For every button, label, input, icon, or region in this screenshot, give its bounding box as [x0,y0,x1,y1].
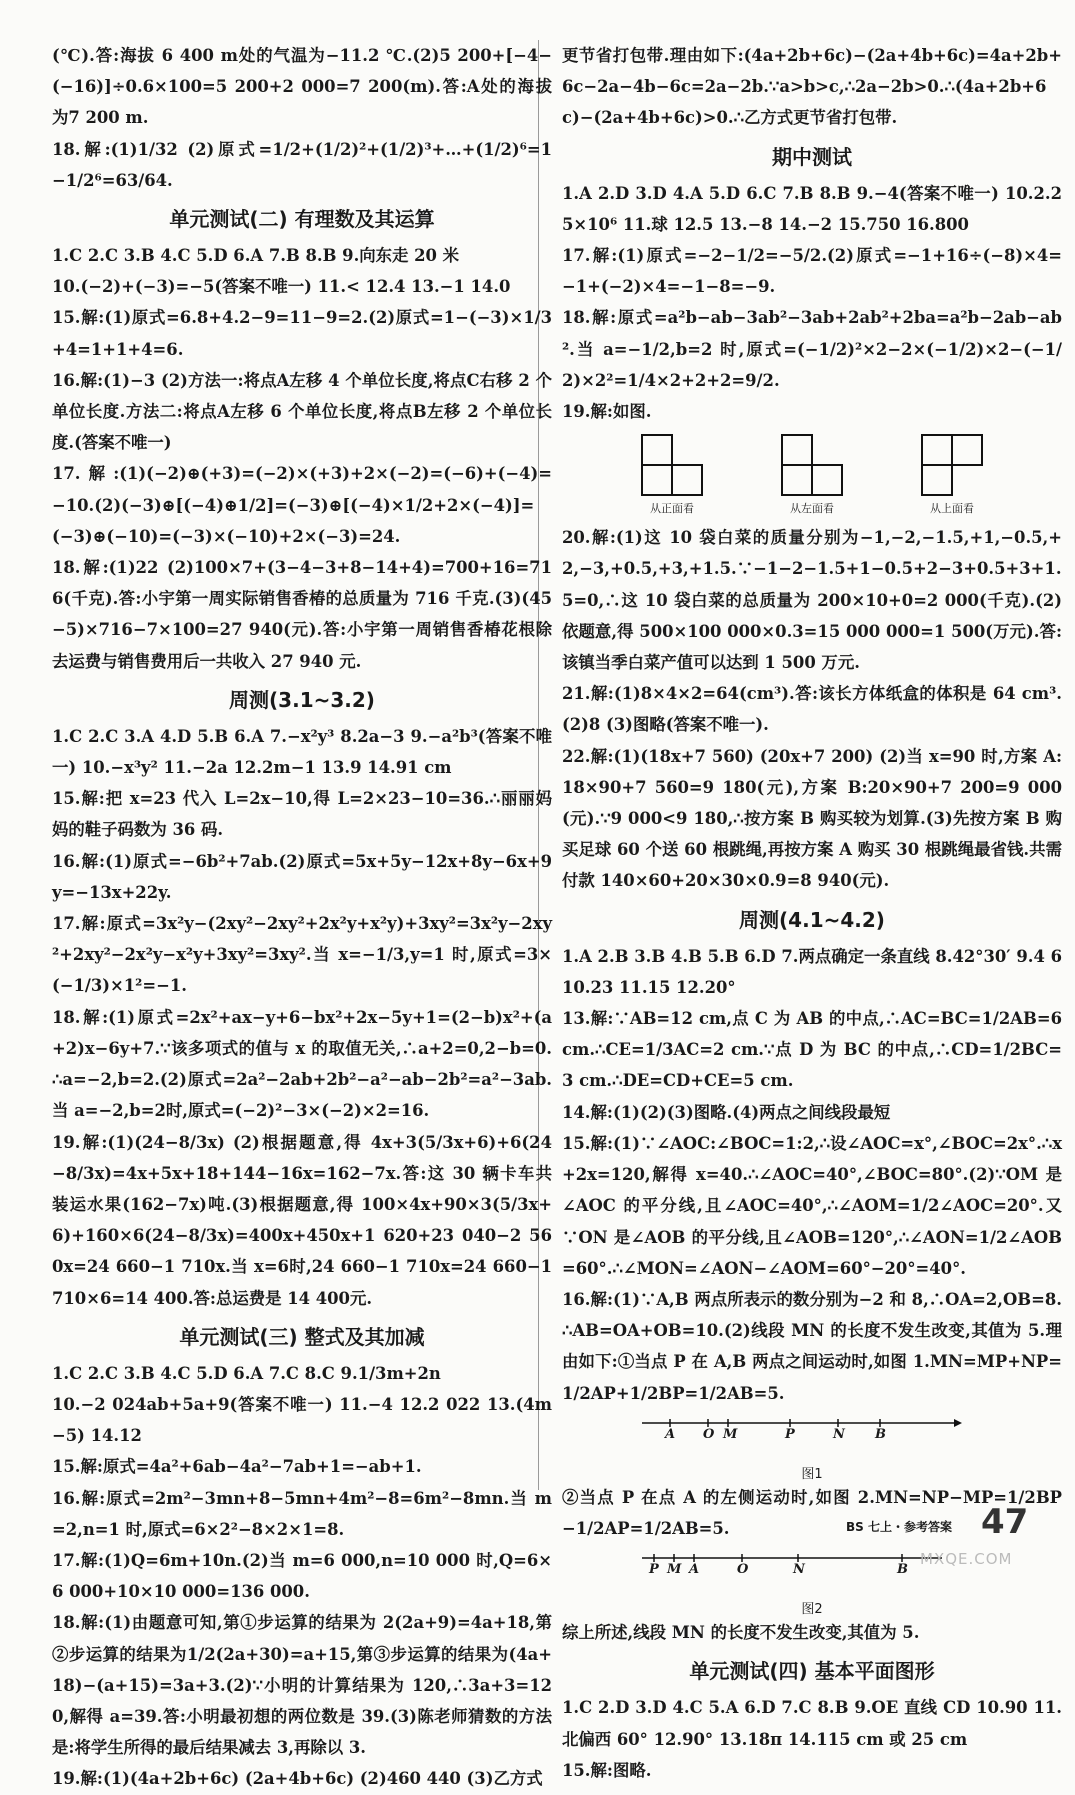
section-heading: 单元测试(三) 整式及其加减 [179,1324,425,1349]
point-label: P [649,1562,659,1578]
answer-paragraph: 18.解:(1)由题意可知,第①步运算的结果为 2(2a+9)=4a+18,第②步运算的结果为1/2(2a+30)=a+15,第③步运算的结果为(4a+18)−(a+15)=3a+3.(2)∵小明的计算结果为 120,∴3a+3=120,解得 a=39.答:小明最初想的两位数是 39.(3)陈老师猜数的方法是:将学生所得的最后结果减去 3,再除以 3. [52,1613,552,1758]
top-view-caption: 从上面看 [930,502,974,516]
answer-paragraph: 15.解:把 x=23 代入 L=2x−10,得 L=2×23−10=36.∴丽丽妈妈的鞋子码数为 36 码. [52,789,552,840]
arrow-icon [954,1419,962,1427]
answer-paragraph: 综上所述,线段 MN 的长度不发生改变,其值为 5. [562,1623,920,1643]
answer-paragraph: 19.解:(1)(24−8/3x) (2)根据题意,得 4x+3(5/3x+6)+6(24−8/3x)=4x+5x+18+144−16x=162−7x.答:这 30 辆卡车共装运水果(162−7x)吨.(3)根据题意,得 100×4x+90×3(5/3x+6)+160×6(24−8/3x)=400x+450x+1 620+23 040−2 560x=24 660−1 710x.当 x=6时,24 660−1 710x=24 660−1 710×6=14 400.答:总运费是 14 400元. [52,1132,552,1308]
point-label: A [665,1426,676,1442]
figure-2-caption: 图2 [801,1602,823,1618]
answer-paragraph: 18.解:原式=a²b−ab−3ab²−3ab+2ab²+2ba=a²b−2ab−ab².当 a=−1/2,b=2 时,原式=(−1/2)²×2−2×(−1/2)×2−(−1/2)×2²=1/4×2+2+2=9/2. [562,308,1062,390]
point-label: O [703,1426,715,1442]
top-view [920,433,984,516]
answer-paragraph: 20.解:(1)这 10 袋白菜的质量分别为−1,−2,−1.5,+1,−0.5,+2,−3,+0.5,+3,+1.5.∵−1−2−1.5+1−0.5+2−3+0.5+3+1.5=0,∴这 10 袋白菜的总质量为 200×10+0=2 000(千克).(2)依题意,得 500×100 000×0.3=15 000 000=1 500(万元).答:该镇当季白菜产值可以达到 1 500 万元. [562,528,1062,673]
footer-label: BS 七上・参考答案 [846,1520,952,1534]
answer-paragraph: 17.解:(1)Q=6m+10n.(2)当 m=6 000,n=10 000 时,Q=6×6 000+10×10 000=136 000. [52,1550,552,1602]
answer-paragraph: 15.解:(1)原式=6.8+4.2−9=11−9=2.(2)原式=1−(−3)×1/3+4=1+1+4=6. [52,308,552,359]
point-label: B [897,1562,908,1578]
answer-paragraph: 22.解:(1)(18x+7 560) (20x+7 200) (2)当 x=90 时,方案 A:18×90+7 560=9 180(元),方案 B:20×90+7 200=9 000(元).∵9 000<9 180,∴按方案 B 购买较为划算.(3)先按方案 B 购买足球 60 个送 60 根跳绳,再按方案 A 购买 30 根跳绳最省钱.共需付款 140×60+20×30×0.9=8 940(元). [562,746,1062,891]
answer-paragraph: 18.解:(1)1/32 (2)原式=1/2+(1/2)²+(1/2)³+…+(1/2)⁶=1−1/2⁶=63/64. [52,139,552,190]
point-label: N [793,1562,805,1578]
point-label: M [723,1426,738,1442]
answer-paragraph: 1.C 2.C 3.B 4.C 5.D 6.A 7.C 8.C 9.1/3m+2n [52,1363,441,1383]
answer-paragraph: 1.C 2.C 3.B 4.C 5.D 6.A 7.B 8.B 9.向东走 20 米 [52,246,460,266]
answer-paragraph: 16.解:原式=2m²−3mn+8−5mn+4m²−8=6m²−8mn.当 m=2,n=1 时,原式=6×2²−8×2×1=8. [52,1488,552,1539]
left-view-caption: 从左面看 [790,502,834,516]
point-label: A [689,1562,700,1578]
answer-paragraph: 更节省打包带.理由如下:(4a+2b+6c)−(2a+4b+6c)=4a+2b+6c−2a−4b−6c=2a−2b.∵a>b>c,∴2a−2b>0.∴(4a+2b+6c)−(2a+4b+6c)>0.∴乙方式更节省打包带. [562,46,1062,128]
answer-paragraph: 19.解:如图. [562,402,652,422]
section-heading: 单元测试(二) 有理数及其运算 [169,207,435,232]
answer-paragraph: 15.解:(1)∵∠AOC:∠BOC=1:2,∴设∠AOC=x°,∠BOC=2x°.∴x+2x=120,解得 x=40.∴∠AOC=40°,∠BOC=80°.(2)∵OM 是∠AOC 的平分线,且∠AOC=40°,∴∠AOM=1/2∠AOC=20°.又∵ON 是∠AOB 的平分线,且∠AOB=120°,∴∠AON=1/2∠AOB=60°.∴∠MON=∠AON−∠AOM=60°−20°=40°. [562,1133,1062,1278]
left-view-drawing [780,433,844,497]
answer-paragraph: 15.解:原式=4a²+6ab−4a²−7ab+1=−ab+1. [52,1457,422,1477]
point-label: N [833,1426,845,1442]
answer-paragraph: 17.解:原式=3x²y−(2xy²−2xy²+2x²y+x²y)+3xy²=3x²y−2xy²+2xy²−2x²y−x²y+3xy²=3xy².当 x=−1/3,y=1 时,原式=3×(−1/3)×1²=−1. [52,914,552,996]
figure-1-caption: 图1 [801,1466,823,1482]
answer-paragraph: 18.解:(1)原式=2x²+ax−y+6−bx²+2x−5y+1=(2−b)x²+(a+2)x−6y+7.∵该多项式的值与 x 的取值无关,∴a+2=0,2−b=0.∴a=−2,b=2.(2)原式=2a²−2ab+2b²−a²−ab−2b²=a²−3ab.当 a=−2,b=2时,原式=(−2)²−3×(−2)×2=16. [52,1007,552,1121]
answer-paragraph: 17.解:(1)原式=−2−1/2=−5/2.(2)原式=−1+16÷(−8)×4=−1+(−2)×4=−1−8=−9. [562,246,1062,297]
answer-paragraph: 10.−2 024ab+5a+9(答案不唯一) 11.−4 12.2 022 13.(4m−5) 14.12 [52,1394,552,1446]
answer-paragraph: 1.A 2.D 3.D 4.A 5.D 6.C 7.B 8.B 9.−4(答案不唯一) 10.2.25×10⁶ 11.球 12.5 13.−8 14.−2 15.750 16.800 [562,183,1062,234]
answer-paragraph: 13.解:∵AB=12 cm,点 C 为 AB 的中点,∴AC=BC=1/2AB=6 cm.∴CE=1/3AC=2 cm.∵点 D 为 BC 的中点,∴CD=1/2BC=3 cm.∴DE=CD+CE=5 cm. [562,1009,1062,1091]
page-number: 47 [981,1502,1029,1542]
answer-paragraph: (℃).答:海拔 6 400 m处的气温为−11.2 ℃.(2)5 200+[−4−(−16)]÷0.6×100=5 200+2 000=7 200(m).答:A处的海拔为7 200 m. [52,46,552,128]
answer-paragraph: 16.解:(1)−3 (2)方法一:将点A左移 4 个单位长度,将点C右移 2 个单位长度.方法二:将点A左移 6 个单位长度,将点B左移 2 个单位长度.(答案不唯一) [52,370,552,453]
answer-paragraph: 21.解:(1)8×4×2=64(cm³).答:该长方体纸盒的体积是 64 cm³.(2)8 (3)图略(答案不唯一). [562,684,1062,735]
section-heading: 周测(3.1~3.2) [229,687,375,712]
front-view-drawing [640,433,704,497]
answer-paragraph: 1.A 2.B 3.B 4.B 5.B 6.D 7.两点确定一条直线 8.42°30′ 9.4 6 10.23 11.15 12.20° [562,946,1062,997]
left-view [780,433,844,516]
three-view-figure [562,433,1062,516]
answer-paragraph: ②当点 P 在点 A 的左侧运动时,如图 2.MN=NP−MP=1/2BP−1/2AP=1/2AB=5. [562,1487,1062,1538]
point-label: M [667,1562,682,1578]
point-label: B [875,1426,886,1442]
section-heading: 期中测试 [772,144,852,169]
point-label: O [737,1562,749,1578]
answer-paragraph: 1.C 2.D 3.D 4.C 5.A 6.D 7.C 8.B 9.OE 直线 CD 10.90 11.北偏西 60° 12.90° 13.18π 14.115 cm 或 25 cm [562,1698,1062,1749]
answer-paragraph: 1.C 2.C 3.A 4.D 5.B 6.A 7.−x²y³ 8.2a−3 9.−a²b³(答案不唯一) 10.−x³y² 11.−2a 12.2m−1 13.9 14.91 cm [52,726,552,778]
watermark: MXQE.COM [920,1550,1013,1568]
point-label: P [785,1426,795,1442]
answer-paragraph: 16.解:(1)∵A,B 两点所表示的数分别为−2 和 8,∴OA=2,OB=8.∴AB=OA+OB=10.(2)线段 MN 的长度不发生改变,其值为 5.理由如下:①当点 P 在 A,B 两点之间运动时,如图 1.MN=MP+NP=1/2AP+1/2BP=1/2AB=5. [562,1289,1062,1403]
answer-paragraph: 18.解:(1)22 (2)100×7+(3−4−3+8−14+4)=700+16=716(千克).答:小宇第一周实际销售香椿的总质量为 716 千克.(3)(45−5)×716−7×100=27 940(元).答:小宇第一周销售香椿花根除去运费与销售费用后一共收入 27 940 元. [52,558,552,671]
number-line-1 [562,1413,1062,1443]
answer-paragraph: 16.解:(1)原式=−6b²+7ab.(2)原式=5x+5y−12x+8y−6x+9y=−13x+22y. [52,851,552,902]
number-line-figure-1 [562,1413,1062,1459]
section-heading: 周测(4.1~4.2) [739,907,885,932]
left-column [52,40,552,1795]
answer-paragraph: 14.解:(1)(2)(3)图略.(4)两点之间线段最短 [562,1102,891,1122]
front-view [640,433,704,516]
top-view-drawing [920,433,984,497]
section-heading: 单元测试(四) 基本平面图形 [689,1659,935,1684]
answer-paragraph: 17.解:(1)(−2)⊕(+3)=(−2)×(+3)+2×(−2)=(−6)+(−4)=−10.(2)(−3)⊕[(−4)⊕1/2]=(−3)⊕[(−4)×1/2+2×(−4)]=(−3)⊕(−10)=(−3)×(−10)+2×(−3)=24. [52,464,552,546]
answer-paragraph: 19.解:(1)(4a+2b+6c) (2a+4b+6c) (2)460 440 (3)乙方式 [52,1769,543,1789]
front-view-caption: 从正面看 [650,502,694,516]
answer-paragraph: 15.解:图略. [562,1760,652,1780]
answer-paragraph: 10.(−2)+(−3)=−5(答案不唯一) 11.< 12.4 13.−1 14.0 [52,277,511,297]
